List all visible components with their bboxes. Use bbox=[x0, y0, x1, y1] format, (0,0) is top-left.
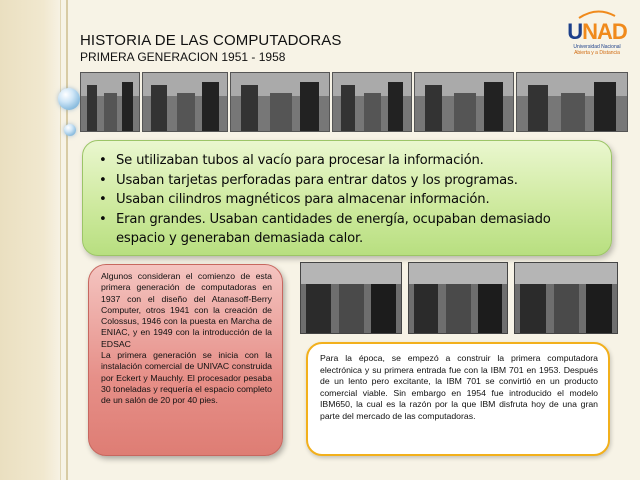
ibm-box bbox=[306, 342, 610, 456]
photo-strip-top bbox=[80, 72, 628, 132]
computer-photo bbox=[300, 262, 402, 334]
computer-photo bbox=[332, 72, 412, 132]
decorative-orb bbox=[64, 124, 76, 136]
computer-photo bbox=[516, 72, 628, 132]
decorative-line bbox=[60, 0, 61, 480]
ibm-paragraph: Para la época, se empezó a construir la primera computadora electrónica y su primera entrada fue con la IBM 701 en 1953. Después de un lento pero excitante, la IBM 701 se convirtió en un producto comercial viable. Sin embargo en 1954 fue introducido el modelo IBM650, la cual es la razón por la que IBM disfruta hoy de una gran parte del mercado de las computadoras. bbox=[320, 353, 598, 421]
history-box bbox=[88, 264, 283, 456]
photo-strip-bottom bbox=[300, 262, 618, 334]
decorative-line bbox=[66, 0, 68, 480]
slide-title: HISTORIA DE LAS COMPUTADORAS bbox=[80, 32, 342, 49]
decorative-orb bbox=[58, 88, 80, 110]
characteristics-box bbox=[82, 140, 612, 256]
list-item: • Usaban tarjetas perforadas para entrar datos y los programas. bbox=[99, 171, 597, 191]
left-decorative-band bbox=[0, 0, 62, 480]
history-paragraph-1: Algunos consideran el comienzo de esta primera generación de computadoras en 1937 con el diseño del Atanasoff-Berry Computer, otros 1941 con la creación de Colossus, 1946 con la puesta en Marcha de ENIAC, y en 1949 con la introducción de la EDSAC bbox=[101, 271, 272, 349]
slide-subtitle: PRIMERA GENERACION 1951 - 1958 bbox=[80, 50, 286, 64]
computer-photo bbox=[414, 72, 514, 132]
list-item: • Eran grandes. Usaban cantidades de energía, ocupaban demasiado espacio y generaban demasiada calor. bbox=[99, 210, 597, 249]
computer-photo bbox=[514, 262, 618, 334]
computer-photo bbox=[230, 72, 330, 132]
characteristics-list bbox=[99, 151, 597, 249]
history-paragraph-2: La primera generación se inicia con la instalación comercial de UNIVAC construida por Eckert y Mauchly. El procesador pesaba 30 toneladas y requería el espacio completo de un salón de 20 por 40 pies. bbox=[101, 350, 272, 406]
logo-line-1: Universidad Nacional bbox=[573, 44, 621, 50]
unad-logo bbox=[560, 10, 634, 60]
logo-line-2: Abierta y a Distancia bbox=[574, 50, 620, 56]
logo-wordmark: UNAD bbox=[567, 19, 627, 44]
computer-photo bbox=[80, 72, 140, 132]
computer-photo bbox=[142, 72, 228, 132]
list-item: • Usaban cilindros magnéticos para almacenar información. bbox=[99, 190, 597, 210]
computer-photo bbox=[408, 262, 508, 334]
list-item: • Se utilizaban tubos al vacío para procesar la información. bbox=[99, 151, 597, 171]
